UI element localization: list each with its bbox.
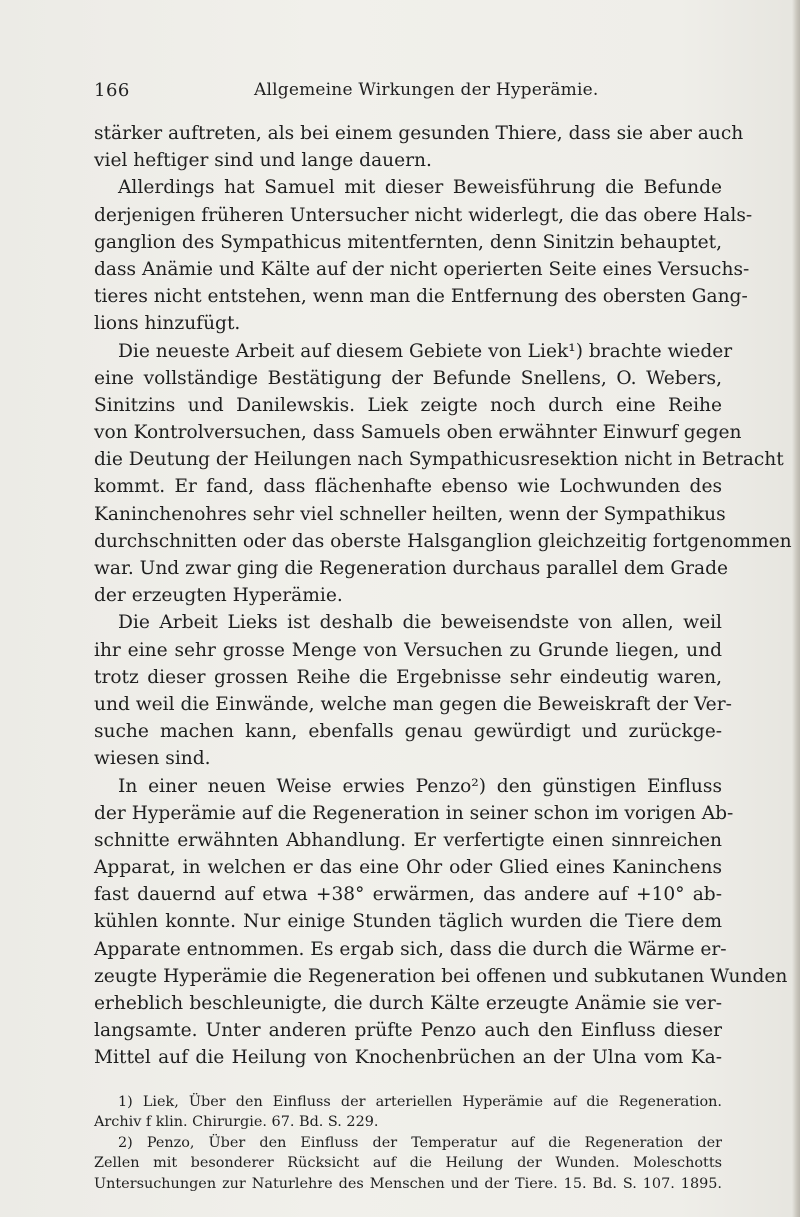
- running-head: Allgemeine Wirkungen der Hyperämie.: [254, 80, 599, 100]
- text-line: tieres nicht entstehen, wenn man die Entfernung des obersten Gang-: [94, 286, 748, 308]
- text-line: derjenigen früheren Untersucher nicht widerlegt, die das obere Hals-: [94, 204, 753, 226]
- text-line: Apparate entnommen. Es ergab sich, dass die durch die Wärme er-: [94, 938, 727, 960]
- page-number: 166: [94, 80, 130, 101]
- text-line: Kaninchenohres sehr viel schneller heilten, wenn der Sympathikus: [94, 503, 726, 525]
- page-header: [94, 80, 724, 110]
- text-line: kommt. Er fand, dass flächenhafte ebenso wie Lochwunden des: [94, 476, 722, 498]
- text-line: langsamte. Unter anderen prüfte Penzo auch den Einfluss dieser: [94, 1020, 722, 1042]
- text-line: und weil die Einwände, welche man gegen die Beweiskraft der Ver-: [94, 693, 732, 715]
- body-text: [94, 120, 792, 1072]
- text-line: ganglion des Sympathicus mitentfernten, denn Sinitzin behauptet,: [94, 231, 722, 253]
- text-line: der erzeugten Hyperämie.: [94, 585, 343, 607]
- text-line: der Hyperämie auf die Regeneration in seiner schon im vorigen Ab-: [94, 802, 734, 824]
- text-line: von Kontrolversuchen, dass Samuels oben erwähnter Einwurf gegen: [94, 422, 742, 444]
- footnote-line: 2) Penzo, Über den Einfluss der Temperatur auf die Regeneration der: [118, 1134, 722, 1151]
- text-line: kühlen konnte. Nur einige Stunden täglich wurden die Tiere dem: [94, 911, 722, 933]
- text-line: suche machen kann, ebenfalls genau gewürdigt und zurückge-: [94, 721, 722, 743]
- text-line: In einer neuen Weise erwies Penzo²) den günstigen Einfluss: [118, 775, 722, 797]
- text-line: Apparat, in welchen er das eine Ohr oder Glied eines Kaninchens: [94, 857, 722, 879]
- text-line: zeugte Hyperämie die Regeneration bei offenen und subkutanen Wunden: [94, 965, 788, 987]
- footnote-line: Archiv f klin. Chirurgie. 67. Bd. S. 229.: [94, 1114, 379, 1131]
- text-line: viel heftiger sind und lange dauern.: [94, 150, 432, 172]
- footnotes: [94, 1092, 722, 1194]
- text-line: ihr eine sehr grosse Menge von Versuchen zu Grunde liegen, und: [94, 639, 722, 661]
- text-line: Die neueste Arbeit auf diesem Gebiete von Liek¹) brachte wieder: [118, 340, 733, 362]
- text-line: wiesen sind.: [94, 748, 211, 770]
- text-line: trotz dieser grossen Reihe die Ergebnisse sehr eindeutig waren,: [94, 666, 722, 688]
- text-line: schnitte erwähnten Abhandlung. Er verfertigte einen sinnreichen: [94, 829, 722, 851]
- text-line: die Deutung der Heilungen nach Sympathicusresektion nicht in Betracht: [94, 449, 784, 471]
- text-line: Mittel auf die Heilung von Knochenbrüchen an der Ulna vom Ka-: [94, 1047, 722, 1069]
- footnote-line: Zellen mit besonderer Rücksicht auf die Heilung der Wunden. Moleschotts: [94, 1155, 722, 1172]
- text-line: Die Arbeit Lieks ist deshalb die beweisendste von allen, weil: [118, 612, 722, 634]
- text-line: Allerdings hat Samuel mit dieser Beweisführung die Befunde: [118, 177, 722, 199]
- page-edge-shadow: [792, 0, 800, 1217]
- footnote-line: Untersuchungen zur Naturlehre des Menschen und der Tiere. 15. Bd. S. 107. 1895.: [94, 1175, 722, 1192]
- text-line: eine vollständige Bestätigung der Befunde Snellens, O. Webers,: [94, 367, 722, 389]
- text-line: stärker auftreten, als bei einem gesunden Thiere, dass sie aber auch: [94, 123, 744, 144]
- text-line: fast dauernd auf etwa +38° erwärmen, das andere auf +10° ab-: [94, 884, 722, 906]
- text-line: war. Und zwar ging die Regeneration durchaus parallel dem Grade: [94, 558, 729, 579]
- text-line: dass Anämie und Kälte auf der nicht operierten Seite eines Versuchs-: [94, 258, 750, 280]
- text-line: durchschnitten oder das oberste Halsganglion gleichzeitig fortgenommen: [94, 530, 792, 552]
- text-line: lions hinzufügt.: [94, 313, 241, 335]
- footnote-line: 1) Liek, Über den Einfluss der arteriellen Hyperämie auf die Regeneration.: [118, 1094, 722, 1110]
- text-line: erheblich beschleunigte, die durch Kälte erzeugte Anämie sie ver-: [94, 993, 722, 1014]
- text-line: Sinitzins und Danilewskis. Liek zeigte noch durch eine Reihe: [94, 394, 722, 416]
